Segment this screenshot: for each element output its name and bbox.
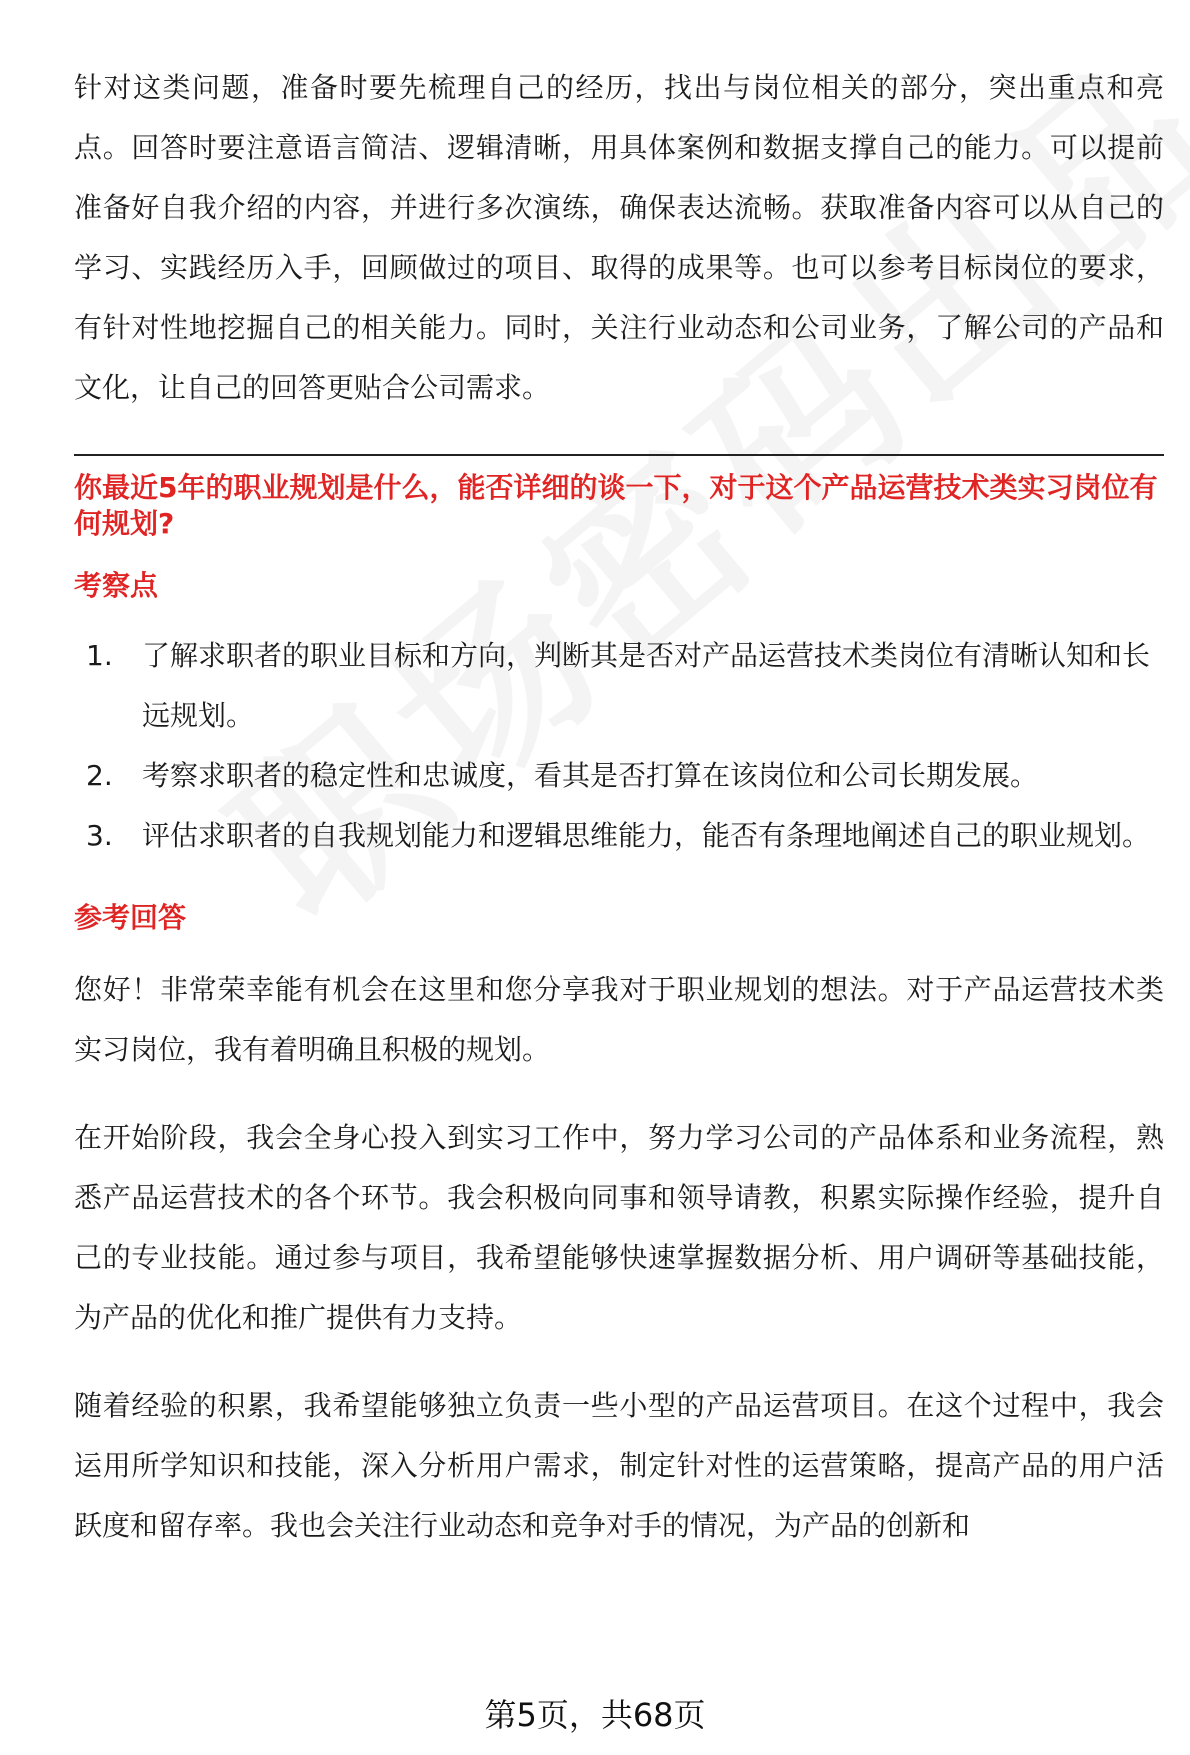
list-item-text: 考察求职者的稳定性和忠诚度，看其是否打算在该岗位和公司长期发展。 [142,759,1039,792]
list-item-number: 2. [86,759,113,792]
list-item-text: 评估求职者的自我规划能力和逻辑思维能力，能否有条理地阐述自己的职业规划。 [142,819,1151,852]
page-content [74,58,1164,1556]
assessment-label: 考察点 [74,569,159,602]
section-divider [74,454,1164,456]
answer-label: 参考回答 [74,901,187,934]
list-item [86,746,1164,806]
assessment-list [74,626,1164,866]
answer-paragraph: 您好！非常荣幸能有机会在这里和您分享我对于职业规划的想法。对于产品运营技术类实习岗位，我有着明确且积极的规划。 [74,973,1164,1066]
list-item [86,626,1164,746]
list-item-text: 了解求职者的职业目标和方向，判断其是否对产品运营技术类岗位有清晰认知和长远规划。 [142,639,1151,732]
list-item-number: 1. [86,639,113,672]
intro-paragraph: 针对这类问题，准备时要先梳理自己的经历，找出与岗位相关的部分，突出重点和亮点。回答时要注意语言简洁、逻辑清晰，用具体案例和数据支撑自己的能力。可以提前准备好自我介绍的内容，并进行多次演练，确保表达流畅。获取准备内容可以从自己的学习、实践经历入手，回顾做过的项目、取得的成果等。也可以参考目标岗位的要求，有针对性地挖掘自己的相关能力。同时，关注行业动态和公司业务，了解公司的产品和文化，让自己的回答更贴合公司需求。 [74,71,1164,404]
question-heading: 你最近5年的职业规划是什么，能否详细的谈一下，对于这个产品运营技术类实习岗位有何规划? [74,471,1158,540]
page-indicator: 第5页，共68页 [484,1696,706,1734]
answer-paragraph: 随着经验的积累，我希望能够独立负责一些小型的产品运营项目。在这个过程中，我会运用所学知识和技能，深入分析用户需求，制定针对性的运营策略，提高产品的用户活跃度和留存率。我也会关注行业动态和竞争对手的情况，为产品的创新和 [74,1389,1164,1542]
list-item [86,806,1164,866]
list-item-number: 3. [86,819,113,852]
answer-paragraph: 在开始阶段，我会全身心投入到实习工作中，努力学习公司的产品体系和业务流程，熟悉产品运营技术的各个环节。我会积极向同事和领导请教，积累实际操作经验，提升自己的专业技能。通过参与项目，我希望能够快速掌握数据分析、用户调研等基础技能，为产品的优化和推广提供有力支持。 [74,1121,1164,1334]
